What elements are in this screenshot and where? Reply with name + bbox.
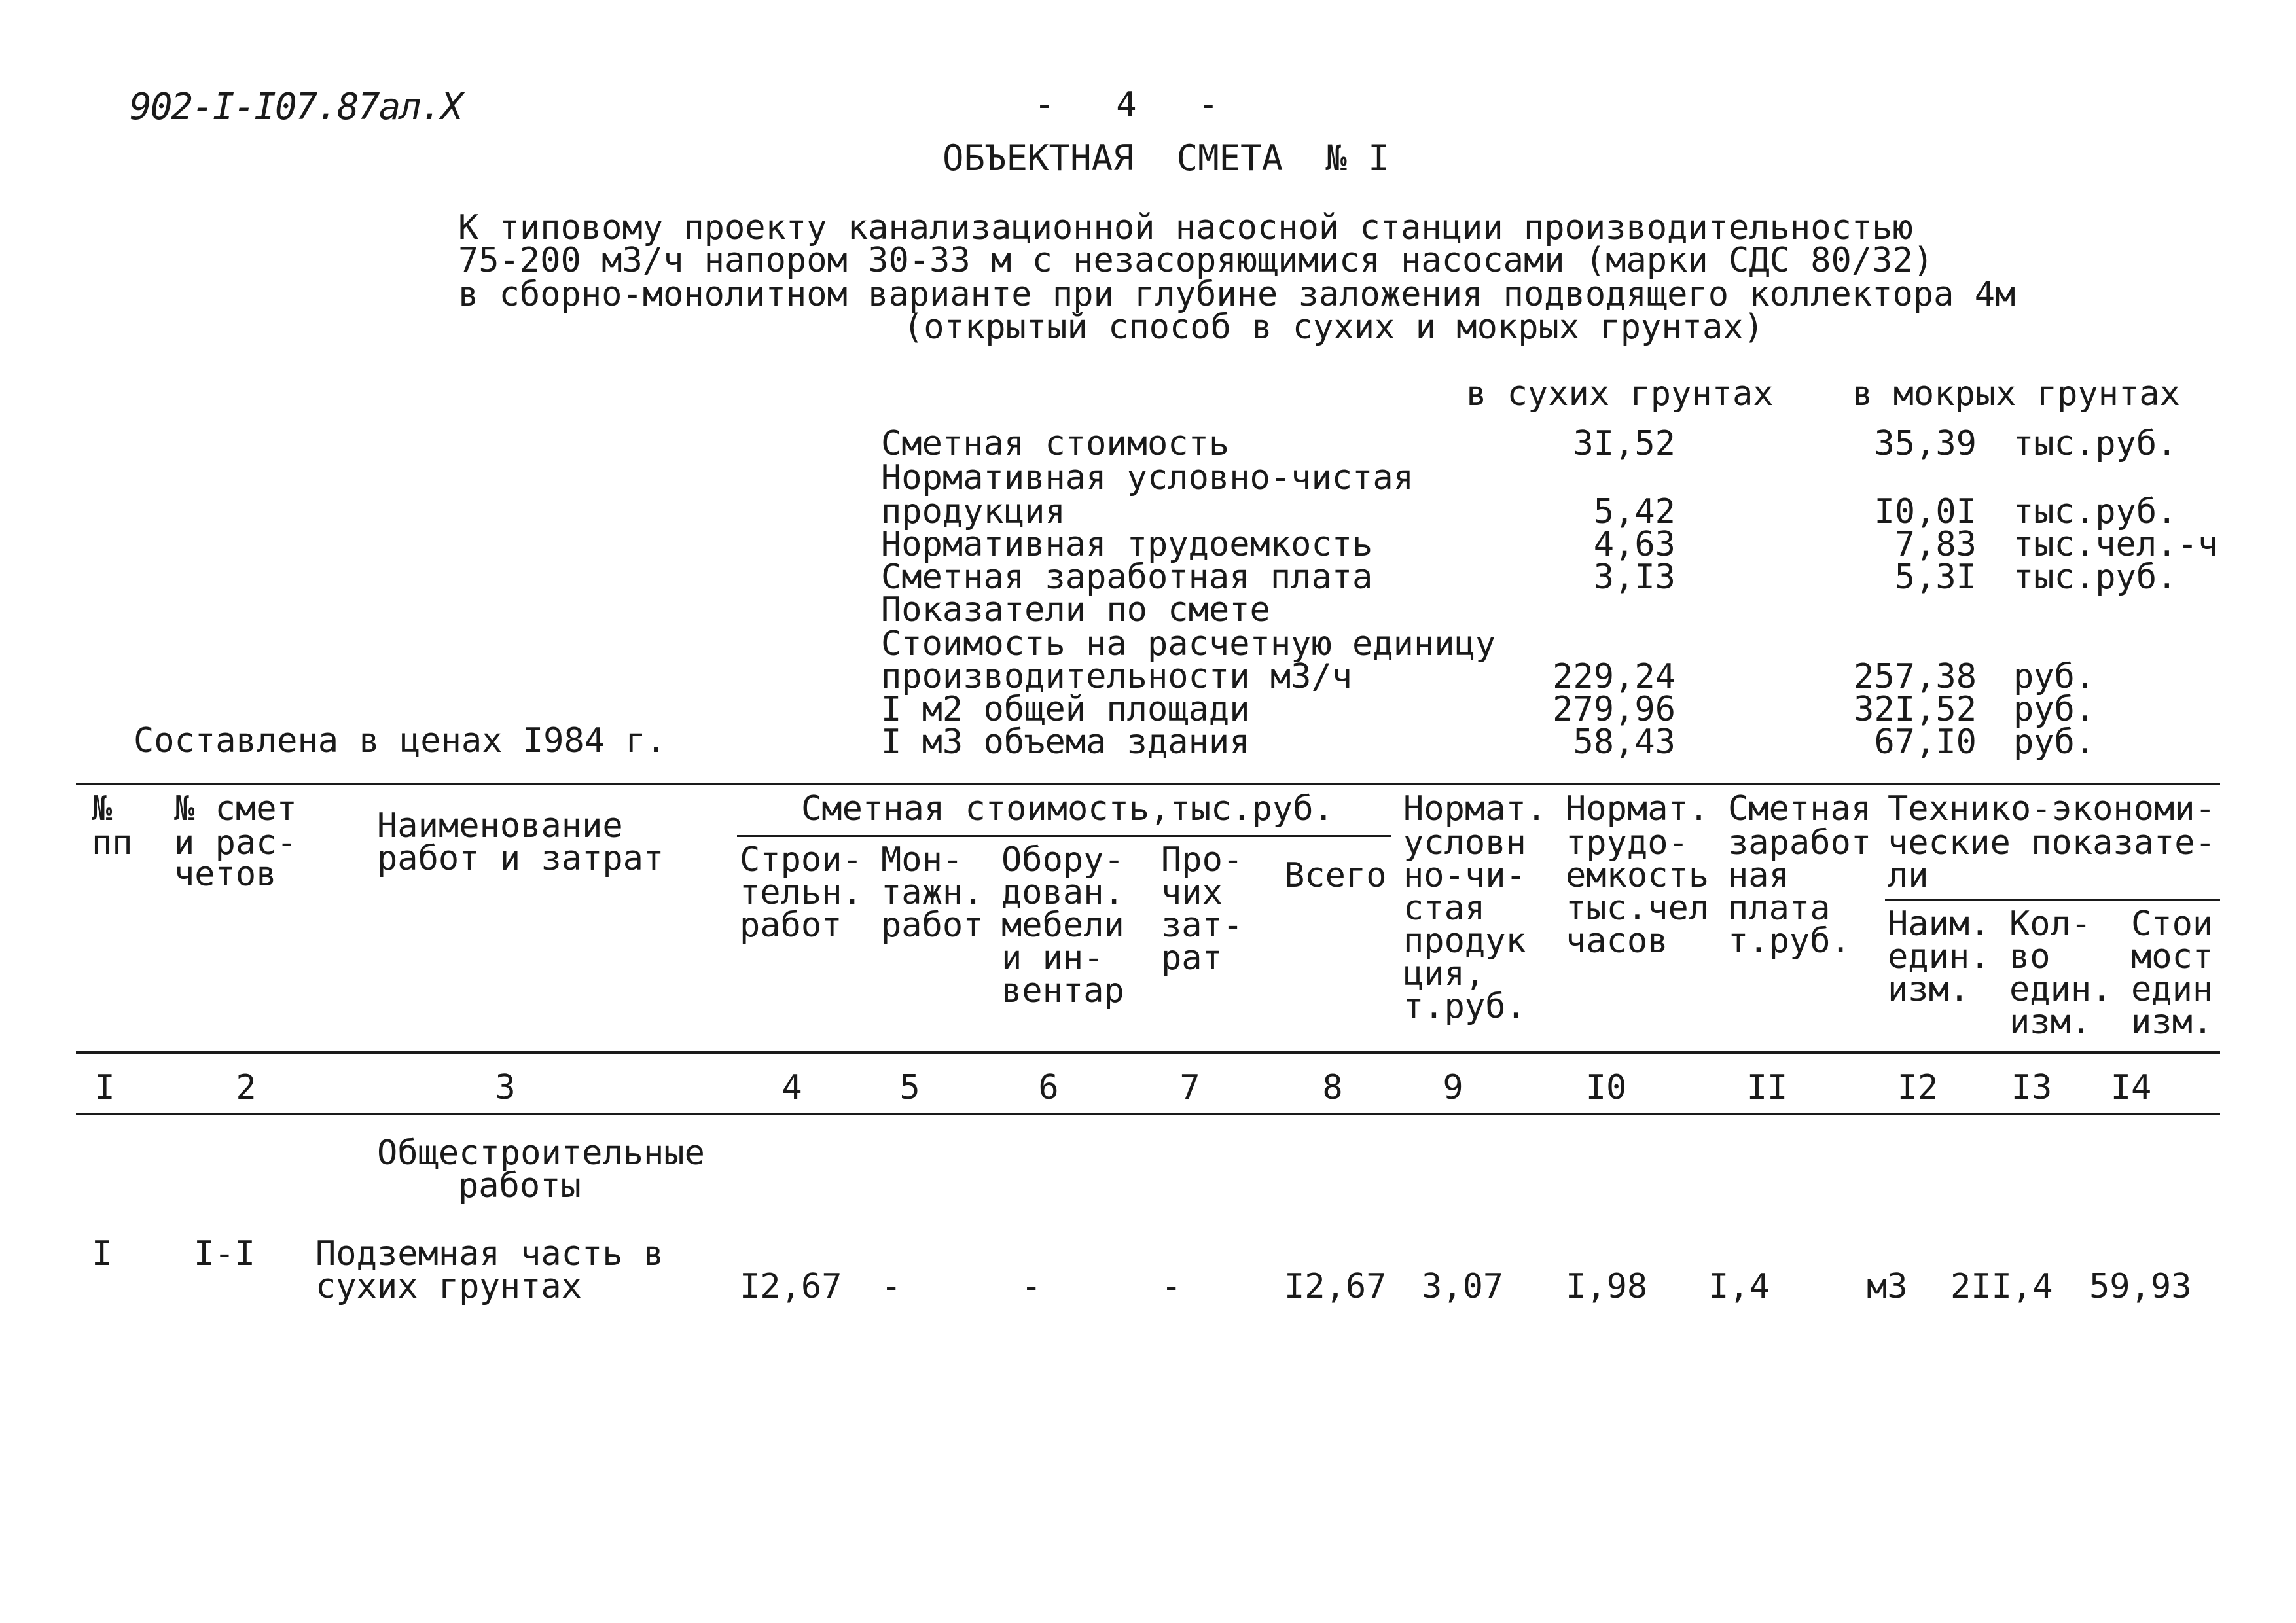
- column-number: 9: [1443, 1068, 1463, 1107]
- summary-unit: тыс.чел.-ч: [2013, 525, 2219, 564]
- summary-col-wet: в мокрых грунтах: [1852, 374, 2180, 414]
- header-col9-line: стая: [1403, 889, 1486, 928]
- header-col1-line: №: [92, 789, 113, 829]
- document-title: ОБЪЕКТНАЯ СМЕТА № I: [942, 137, 1390, 179]
- header-col13-line: един.: [2009, 970, 2112, 1009]
- header-col12-line: един.: [1888, 937, 1990, 976]
- column-number: 7: [1179, 1068, 1200, 1107]
- header-col10-line: часов: [1566, 921, 1668, 961]
- column-number: I0: [1585, 1068, 1627, 1107]
- summary-dry-value: 5,42: [1593, 492, 1676, 531]
- header-col2-line: и рас-: [174, 823, 297, 863]
- header-col9-line: ция,: [1403, 954, 1486, 993]
- summary-dry-value: 279,96: [1552, 690, 1676, 729]
- header-bottom-rule: [76, 1051, 2220, 1054]
- summary-unit: руб.: [2013, 722, 2096, 762]
- row-quantity: 2II,4: [1950, 1267, 2053, 1306]
- column-number: 5: [899, 1068, 920, 1107]
- header-col13-line: Кол-: [2009, 904, 2092, 944]
- row-unit-cost: 59,93: [2089, 1267, 2192, 1306]
- summary-unit: руб.: [2013, 657, 2096, 696]
- subtitle-line-4: (открытый способ в сухих и мокрых грунтах): [903, 308, 1764, 347]
- column-number: I3: [2011, 1068, 2053, 1107]
- header-col4-line: тельн.: [740, 873, 863, 912]
- summary-label: I м2 общей площади: [881, 690, 1250, 729]
- header-col12-line: Наим.: [1888, 904, 1990, 944]
- summary-label: производительности м3/ч: [881, 657, 1353, 696]
- header-col10-line: Нормат.: [1566, 789, 1710, 829]
- summary-label: I м3 объема здания: [881, 722, 1250, 762]
- header-col2-line: № смет: [174, 789, 297, 829]
- header-col3-line: работ и затрат: [377, 839, 664, 878]
- row-total-cost: I2,67: [1284, 1267, 1387, 1306]
- header-col11-line: т.руб.: [1728, 921, 1851, 961]
- header-col14-line: един: [2131, 970, 2214, 1009]
- tech-group-rule: [1885, 899, 2220, 901]
- summary-unit: тыс.руб.: [2013, 558, 2178, 597]
- summary-wet-value: 7,83: [1894, 525, 1977, 564]
- header-col5-line: тажн.: [881, 873, 984, 912]
- row-net-product: 3,07: [1422, 1267, 1504, 1306]
- header-col6-line: и ин-: [1001, 938, 1104, 978]
- header-tech-group-line: ческие показате-: [1888, 823, 2215, 863]
- summary-label: Стоимость на расчетную единицу: [881, 624, 1496, 664]
- header-col9-line: т.руб.: [1403, 987, 1526, 1026]
- summary-wet-value: 32I,52: [1854, 690, 1977, 729]
- page-number: - 4 -: [1034, 85, 1219, 124]
- header-col9-line: но-чи-: [1403, 856, 1526, 895]
- header-col14-line: мост: [2131, 937, 2214, 976]
- summary-wet-value: 5,3I: [1894, 558, 1977, 597]
- header-cost-group: Сметная стоимость,тыс.руб.: [801, 789, 1334, 829]
- summary-dry-value: 3,I3: [1593, 558, 1676, 597]
- summary-dry-value: 4,63: [1593, 525, 1676, 564]
- column-number: 3: [495, 1068, 516, 1107]
- prices-note: Составлена в ценах I984 г.: [134, 721, 666, 760]
- header-col4-line: работ: [740, 906, 842, 945]
- header-col7-line: рат: [1161, 938, 1223, 978]
- column-number: 4: [781, 1068, 802, 1107]
- header-col4-line: Строи-: [740, 840, 863, 880]
- row-mount-cost: -: [881, 1267, 902, 1306]
- header-col11-line: плата: [1728, 889, 1831, 928]
- summary-label: Сметная стоимость: [881, 424, 1230, 463]
- summary-dry-value: 229,24: [1552, 657, 1676, 696]
- header-col6-line: вентар: [1001, 971, 1124, 1010]
- summary-wet-value: 257,38: [1854, 657, 1977, 696]
- summary-col-dry: в сухих грунтах: [1466, 374, 1774, 414]
- column-number: I2: [1897, 1068, 1939, 1107]
- row-labor: I,98: [1566, 1267, 1648, 1306]
- row-number: I: [92, 1234, 113, 1274]
- header-col1-line: пп: [92, 823, 133, 863]
- header-col9-line: продук: [1403, 921, 1526, 961]
- header-col9-line: условн: [1403, 823, 1526, 863]
- row-name-line: Подземная часть в: [315, 1234, 664, 1274]
- row-wages: I,4: [1708, 1267, 1770, 1306]
- header-tech-group-line: Технико-экономи-: [1888, 789, 2215, 829]
- column-number: 6: [1038, 1068, 1059, 1107]
- summary-wet-value: I0,0I: [1874, 492, 1977, 531]
- numbers-bottom-rule: [76, 1113, 2220, 1115]
- column-number: I: [94, 1068, 115, 1107]
- header-col6-line: дован.: [1001, 873, 1124, 912]
- cost-group-rule: [737, 835, 1391, 837]
- summary-dry-value: 58,43: [1573, 722, 1676, 762]
- column-number: 2: [236, 1068, 257, 1107]
- header-col8-line: Всего: [1284, 856, 1387, 895]
- header-col2-line: четов: [174, 855, 277, 894]
- summary-unit: тыс.руб.: [2013, 492, 2178, 531]
- summary-label: Нормативная условно-чистая: [881, 458, 1414, 497]
- header-col12-line: изм.: [1888, 970, 1970, 1009]
- header-col14-line: изм.: [2131, 1003, 2214, 1042]
- subtitle-line-3: в сборно-монолитном варианте при глубине заложения подводящего коллектора 4м: [458, 275, 2016, 314]
- row-name-line: сухих грунтах: [315, 1267, 582, 1306]
- header-col7-line: зат-: [1161, 906, 1244, 945]
- summary-label: Сметная заработная плата: [881, 558, 1373, 597]
- header-col3-line: Наименование: [377, 806, 623, 846]
- row-equip-cost: -: [1021, 1267, 1042, 1306]
- header-col14-line: Стои: [2131, 904, 2214, 944]
- header-col11-line: Сметная: [1728, 789, 1872, 829]
- column-number: 8: [1322, 1068, 1343, 1107]
- summary-dry-value: 3I,52: [1573, 424, 1676, 463]
- header-col10-line: тыс.чел: [1566, 889, 1710, 928]
- table-top-rule: [76, 783, 2220, 785]
- subtitle-line-2: 75-200 м3/ч напором 30-33 м с незасоряющимися насосами (марки СДС 80/32): [458, 241, 1934, 280]
- subtitle-line-1: К типовому проекту канализационной насосной станции производительностью: [458, 208, 1913, 247]
- document-code: 902-I-I07.87ал.X: [130, 86, 462, 128]
- summary-wet-value: 67,I0: [1874, 722, 1977, 762]
- header-col13-line: изм.: [2009, 1003, 2092, 1042]
- row-estimate-number: I-I: [194, 1234, 255, 1274]
- header-col11-line: заработ: [1728, 823, 1872, 863]
- header-col7-line: чих: [1161, 873, 1223, 912]
- header-col7-line: Про-: [1161, 840, 1244, 880]
- header-col5-line: Мон-: [881, 840, 963, 880]
- header-col10-line: трудо-: [1566, 823, 1689, 863]
- row-other-cost: -: [1161, 1267, 1182, 1306]
- header-col5-line: работ: [881, 906, 984, 945]
- summary-unit: тыс.руб.: [2013, 424, 2178, 463]
- header-col6-line: мебели: [1001, 906, 1124, 945]
- column-number: I4: [2110, 1068, 2152, 1107]
- summary-label: Нормативная трудоемкость: [881, 525, 1373, 564]
- summary-wet-value: 35,39: [1874, 424, 1977, 463]
- row-build-cost: I2,67: [740, 1267, 842, 1306]
- header-col10-line: емкость: [1566, 856, 1710, 895]
- summary-label: продукция: [881, 492, 1066, 531]
- header-col9-line: Нормат.: [1403, 789, 1547, 829]
- section-title-line: Общестроительные: [377, 1133, 705, 1173]
- summary-unit: руб.: [2013, 690, 2096, 729]
- column-number: II: [1746, 1068, 1788, 1107]
- header-tech-group-line: ли: [1888, 856, 1929, 895]
- header-col11-line: ная: [1728, 856, 1789, 895]
- section-title-line: работы: [458, 1166, 581, 1205]
- summary-label: Показатели по смете: [881, 590, 1270, 630]
- row-unit: м3: [1867, 1267, 1908, 1306]
- header-col13-line: во: [2009, 937, 2051, 976]
- header-col6-line: Обору-: [1001, 840, 1124, 880]
